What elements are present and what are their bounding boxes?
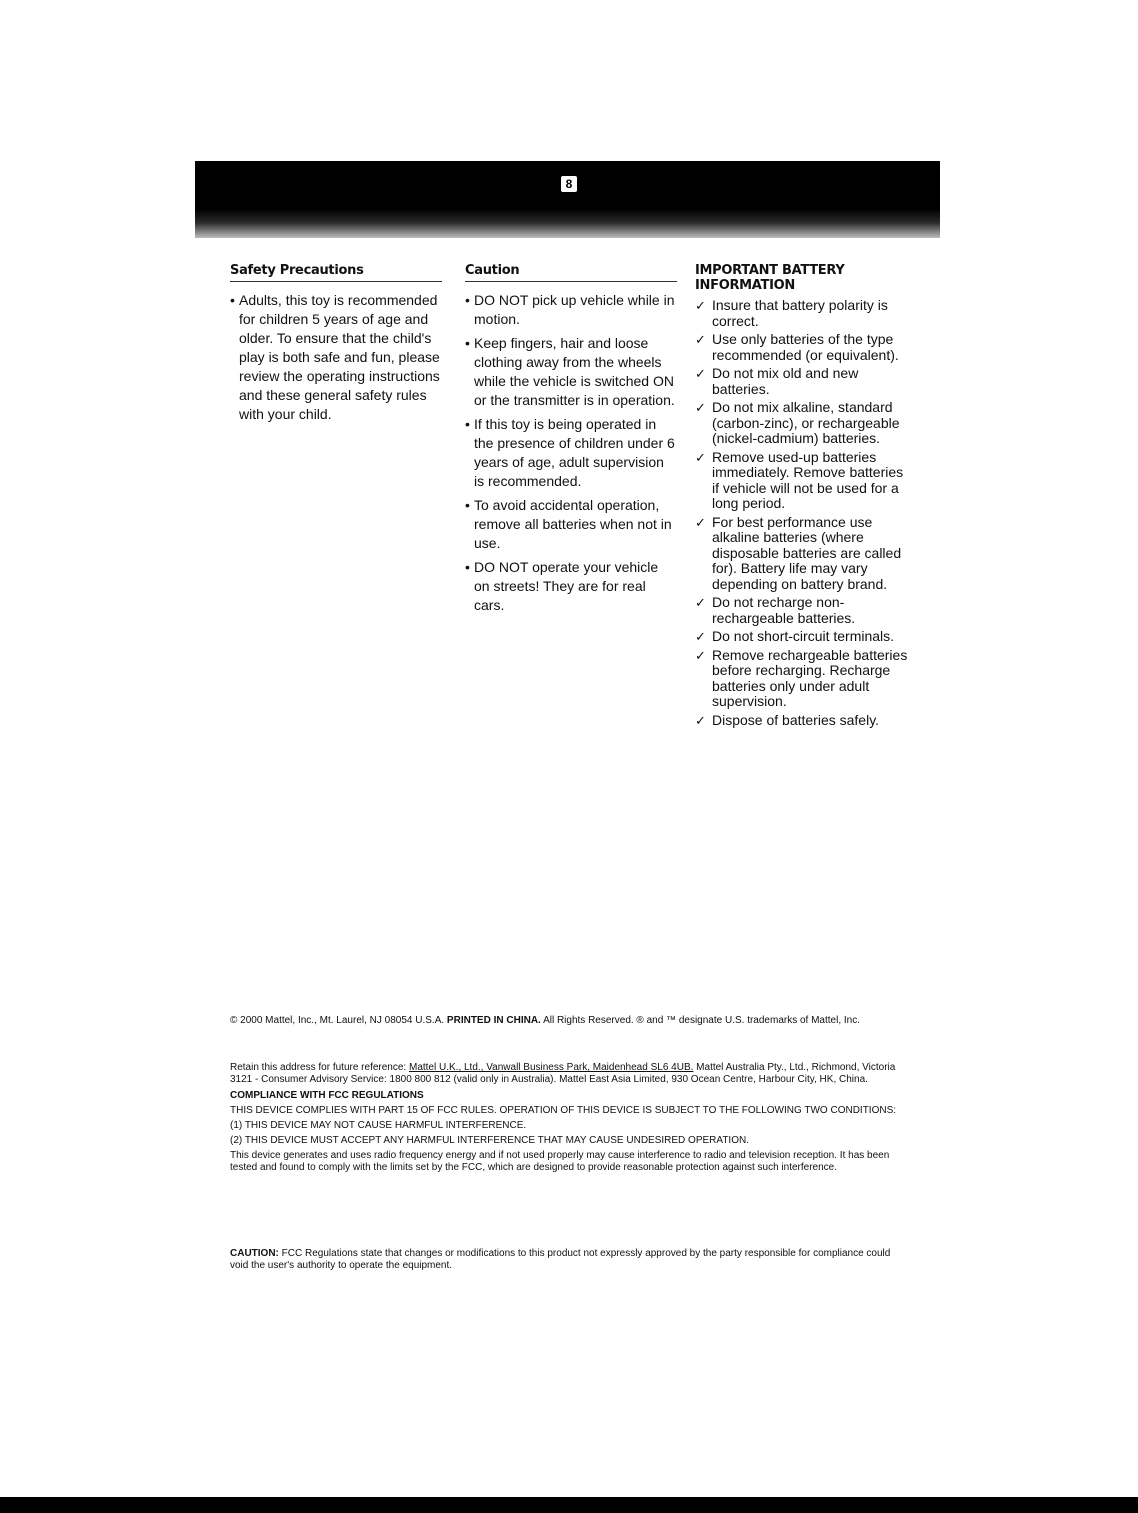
bullet-icon: • bbox=[465, 559, 470, 575]
page-number: 8 bbox=[561, 176, 577, 192]
checkmark-icon: ✓ bbox=[695, 332, 706, 347]
caution-item-text: Keep fingers, hair and loose clothing away from the wheels while the vehicle is switched ON or the transmitter is in operation. bbox=[474, 335, 675, 408]
battery-item-text: Do not mix alkaline, standard (carbon-zinc), or rechargeable (nickel-cadmium) batteries. bbox=[712, 399, 900, 446]
list-item bbox=[695, 298, 910, 329]
printed-in: PRINTED IN CHINA. bbox=[446, 1015, 541, 1026]
list-item bbox=[695, 595, 910, 626]
list-item bbox=[695, 515, 910, 593]
copyright-suffix: All Rights Reserved. ® and ™ designate U.S. trademarks of Mattel, Inc. bbox=[543, 1015, 861, 1026]
safety-precautions-section bbox=[230, 263, 442, 429]
bullet-icon: • bbox=[465, 497, 470, 513]
battery-item-text: Do not recharge non-rechargeable batteries. bbox=[712, 594, 856, 626]
list-item bbox=[695, 648, 910, 710]
checkmark-icon: ✓ bbox=[695, 449, 706, 465]
checkmark-icon: ✓ bbox=[695, 595, 706, 610]
caution-item-text: To avoid accidental operation, remove all batteries when not in use. bbox=[474, 497, 672, 551]
header-bar bbox=[195, 161, 940, 238]
bullet-icon: • bbox=[465, 416, 470, 432]
battery-item-text: Use only batteries of the type recommended (or equivalent). bbox=[712, 331, 899, 363]
battery-item-text: Do not mix old and new batteries. bbox=[712, 365, 859, 397]
battery-item-text: Remove used-up batteries immediately. Remove batteries if vehicle will not be used for a long period. bbox=[712, 448, 904, 511]
caution-text: FCC Regulations state that changes or modifications to this product not expressly approved by the party responsible for compliance could void the user's authority to operate the equipment. bbox=[230, 1248, 891, 1271]
caution-section bbox=[465, 263, 677, 620]
battery-item-text: Insure that battery polarity is correct. bbox=[712, 297, 888, 329]
caution-label: CAUTION: bbox=[230, 1248, 279, 1259]
bottom-band bbox=[0, 1497, 1138, 1513]
retain-suffix: Mattel Australia Pty., Ltd., Richmond, Victoria 3121 - Consumer Advisory Service: 1800 800 812 (valid only in Australia). Mattel East Asia Limited, 930 Ocean Centre, Harbour City, HK, China. bbox=[230, 1062, 896, 1085]
checkmark-icon: ✓ bbox=[695, 647, 706, 663]
list-item bbox=[465, 558, 677, 615]
checkmark-icon: ✓ bbox=[695, 298, 706, 313]
fcc-condition-2: (2) THIS DEVICE MUST ACCEPT ANY HARMFUL INTERFERENCE THAT MAY CAUSE UNDESIRED OPERATION. bbox=[230, 1135, 749, 1146]
list-item bbox=[695, 450, 910, 512]
battery-item-text: Dispose of batteries safely. bbox=[712, 711, 880, 728]
safety-list bbox=[230, 291, 442, 424]
battery-heading: IMPORTANT BATTERY INFORMATION bbox=[695, 263, 845, 293]
safety-item-text: Adults, this toy is recommended for children 5 years of age and older. To ensure that the child's play is both safe and fun, please review the operating instructions and these general safety rules with your child. bbox=[239, 292, 440, 422]
battery-item-text: For best performance use alkaline batteries (where disposable batteries are called for). Battery life may vary depending on battery brand. bbox=[712, 513, 902, 592]
bullet-icon: • bbox=[465, 335, 470, 351]
fcc-caution bbox=[230, 1248, 908, 1277]
address-and-fcc-block bbox=[230, 1062, 908, 1179]
battery-list bbox=[695, 298, 910, 728]
list-item bbox=[695, 629, 910, 645]
fcc-device-text: This device generates and uses radio frequency energy and if not used properly may cause interference to radio and television reception. It has been tested and found to comply with the limits set by the FCC, which are designed to provide reasonable protection against such interference. bbox=[230, 1150, 890, 1173]
caution-heading: Caution bbox=[465, 263, 677, 282]
checkmark-icon: ✓ bbox=[695, 712, 706, 728]
list-item bbox=[695, 332, 910, 363]
caution-list bbox=[465, 291, 677, 615]
copyright-notice bbox=[230, 1015, 908, 1032]
checkmark-icon: ✓ bbox=[695, 366, 706, 381]
list-item bbox=[695, 366, 910, 397]
battery-item-text: Remove rechargeable batteries before recharging. Recharge batteries only under adult supervision. bbox=[712, 646, 908, 709]
uk-address: Mattel U.K., Ltd., Vanwall Business Park, Maidenhead SL6 4UB. bbox=[408, 1062, 694, 1073]
bullet-icon: • bbox=[465, 292, 470, 308]
caution-item-text: DO NOT pick up vehicle while in motion. bbox=[474, 292, 675, 327]
fcc-conditions-intro: THIS DEVICE COMPLIES WITH PART 15 OF FCC RULES. OPERATION OF THIS DEVICE IS SUBJECT TO THE FOLLOWING TWO CONDITIONS: bbox=[230, 1105, 897, 1116]
battery-info-section bbox=[695, 263, 910, 731]
list-item bbox=[465, 291, 677, 329]
caution-item-text: DO NOT operate your vehicle on streets! They are for real cars. bbox=[474, 559, 659, 613]
checkmark-icon: ✓ bbox=[695, 400, 706, 415]
fcc-condition-1: (1) THIS DEVICE MAY NOT CAUSE HARMFUL INTERFERENCE. bbox=[230, 1120, 527, 1131]
list-item bbox=[695, 400, 910, 447]
list-item bbox=[465, 415, 677, 491]
list-item bbox=[695, 713, 910, 729]
caution-item-text: If this toy is being operated in the presence of children under 6 years of age, adult supervision is recommended. bbox=[474, 416, 675, 489]
checkmark-icon: ✓ bbox=[695, 514, 706, 530]
checkmark-icon: ✓ bbox=[695, 629, 706, 644]
list-item bbox=[465, 496, 677, 553]
fcc-heading: COMPLIANCE WITH FCC REGULATIONS bbox=[230, 1090, 424, 1101]
bullet-icon: • bbox=[230, 292, 235, 308]
copyright-prefix: © 2000 Mattel, Inc., Mt. Laurel, NJ 08054 U.S.A. bbox=[230, 1015, 445, 1026]
list-item bbox=[465, 334, 677, 410]
retain-prefix: Retain this address for future reference: bbox=[230, 1062, 407, 1073]
list-item bbox=[230, 291, 442, 424]
battery-item-text: Do not short-circuit terminals. bbox=[712, 628, 895, 644]
safety-heading: Safety Precautions bbox=[230, 263, 442, 282]
